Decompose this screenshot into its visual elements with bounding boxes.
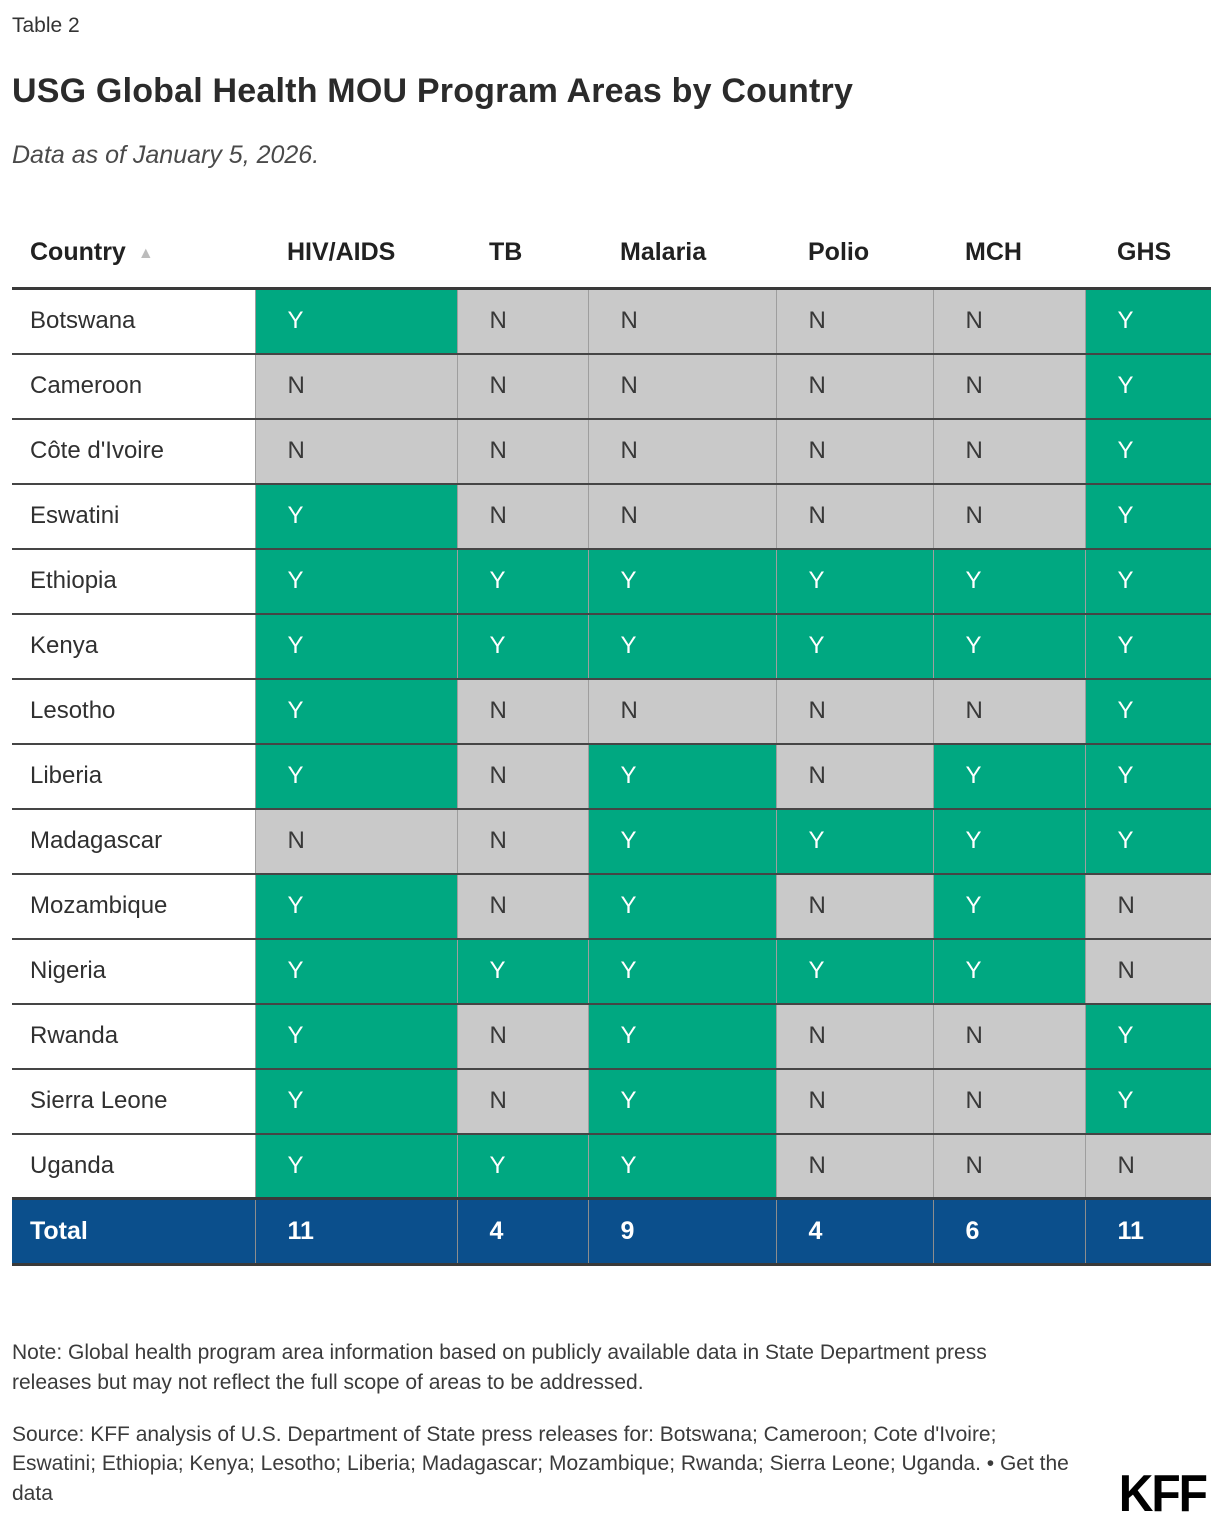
column-header-label: TB <box>489 238 523 266</box>
column-header-label: Polio <box>808 238 870 266</box>
kff-logo: KFF <box>1118 1465 1206 1524</box>
column-header-label: HIV/AIDS <box>287 238 396 266</box>
table-row <box>12 939 1211 1004</box>
table-header-row <box>12 228 1211 289</box>
country-cell: Ethiopia <box>12 549 255 614</box>
country-cell: Mozambique <box>12 874 255 939</box>
yes-cell: Y <box>1085 809 1211 874</box>
yes-cell: Y <box>1085 744 1211 809</box>
total-value-cell: 6 <box>933 1199 1085 1265</box>
table-row <box>12 874 1211 939</box>
no-cell: N <box>776 679 933 744</box>
yes-cell: Y <box>255 484 457 549</box>
total-row <box>12 1199 1211 1265</box>
yes-cell: Y <box>255 1134 457 1199</box>
no-cell: N <box>457 1004 588 1069</box>
table-row <box>12 744 1211 809</box>
no-cell: N <box>457 874 588 939</box>
yes-cell: Y <box>776 939 933 1004</box>
yes-cell: Y <box>933 549 1085 614</box>
footer <box>12 1338 1208 1509</box>
no-cell: N <box>776 744 933 809</box>
no-cell: N <box>933 354 1085 419</box>
yes-cell: Y <box>457 1134 588 1199</box>
mou-program-areas-table <box>12 228 1211 1266</box>
no-cell: N <box>776 289 933 354</box>
yes-cell: Y <box>1085 549 1211 614</box>
country-cell: Rwanda <box>12 1004 255 1069</box>
no-cell: N <box>457 354 588 419</box>
no-cell: N <box>457 484 588 549</box>
no-cell: N <box>457 809 588 874</box>
yes-cell: Y <box>588 874 776 939</box>
yes-cell: Y <box>776 809 933 874</box>
yes-cell: Y <box>255 1004 457 1069</box>
yes-cell: Y <box>933 939 1085 1004</box>
country-cell: Nigeria <box>12 939 255 1004</box>
no-cell: N <box>933 1134 1085 1199</box>
no-cell: N <box>255 419 457 484</box>
yes-cell: Y <box>1085 679 1211 744</box>
yes-cell: Y <box>776 614 933 679</box>
yes-cell: Y <box>933 614 1085 679</box>
no-cell: N <box>776 354 933 419</box>
yes-cell: Y <box>255 939 457 1004</box>
no-cell: N <box>588 419 776 484</box>
yes-cell: Y <box>255 744 457 809</box>
yes-cell: Y <box>588 744 776 809</box>
no-cell: N <box>255 809 457 874</box>
table-row <box>12 1134 1211 1199</box>
column-header-hiv-aids[interactable] <box>255 228 457 289</box>
yes-cell: Y <box>1085 289 1211 354</box>
yes-cell: Y <box>933 874 1085 939</box>
yes-cell: Y <box>255 614 457 679</box>
table-number-label: Table 2 <box>12 14 80 37</box>
table-row <box>12 354 1211 419</box>
no-cell: N <box>933 484 1085 549</box>
note-paragraph <box>12 1338 1208 1398</box>
yes-cell: Y <box>1085 614 1211 679</box>
table-row <box>12 419 1211 484</box>
column-header-label: MCH <box>965 238 1022 266</box>
no-cell: N <box>1085 874 1211 939</box>
page-title: USG Global Health MOU Program Areas by Country <box>12 72 854 110</box>
country-cell: Botswana <box>12 289 255 354</box>
no-cell: N <box>933 419 1085 484</box>
country-cell: Madagascar <box>12 809 255 874</box>
no-cell: N <box>776 1134 933 1199</box>
sort-ascending-icon: ▲ <box>137 245 154 262</box>
bullet-separator: • <box>986 1452 995 1476</box>
country-cell: Kenya <box>12 614 255 679</box>
table-row <box>12 484 1211 549</box>
total-label-cell: Total <box>12 1199 255 1265</box>
column-header-label: GHS <box>1117 238 1172 266</box>
no-cell: N <box>588 484 776 549</box>
country-cell: Côte d'Ivoire <box>12 419 255 484</box>
source-text: Source: KFF analysis of U.S. Department of State press releases for: Botswana; Cameroon; Cote d'Ivoire; Eswatini; Ethiopia; Kenya; Lesotho; Liberia; Madagascar; Mozambique; Rwanda; Sierra Leone; Uganda. <box>12 1422 997 1476</box>
yes-cell: Y <box>1085 484 1211 549</box>
total-value-cell: 9 <box>588 1199 776 1265</box>
yes-cell: Y <box>255 874 457 939</box>
total-value-cell: 4 <box>776 1199 933 1265</box>
no-cell: N <box>776 1069 933 1134</box>
yes-cell: Y <box>588 1004 776 1069</box>
no-cell: N <box>933 679 1085 744</box>
yes-cell: Y <box>588 549 776 614</box>
country-cell: Cameroon <box>12 354 255 419</box>
column-header-label: Country <box>30 238 126 266</box>
table-row <box>12 549 1211 614</box>
no-cell: N <box>933 289 1085 354</box>
yes-cell: Y <box>588 809 776 874</box>
data-as-of-subtitle: Data as of January 5, 2026. <box>12 141 320 169</box>
yes-cell: Y <box>1085 354 1211 419</box>
yes-cell: Y <box>255 679 457 744</box>
no-cell: N <box>457 1069 588 1134</box>
yes-cell: Y <box>933 809 1085 874</box>
column-header-ghs[interactable] <box>1085 228 1211 289</box>
no-cell: N <box>588 679 776 744</box>
yes-cell: Y <box>588 939 776 1004</box>
column-header-mch[interactable] <box>933 228 1085 289</box>
column-header-label: Malaria <box>620 238 707 266</box>
yes-cell: Y <box>933 744 1085 809</box>
no-cell: N <box>457 744 588 809</box>
yes-cell: Y <box>255 549 457 614</box>
total-value-cell: 11 <box>255 1199 457 1265</box>
yes-cell: Y <box>255 1069 457 1134</box>
no-cell: N <box>457 289 588 354</box>
no-cell: N <box>255 354 457 419</box>
country-cell: Uganda <box>12 1134 255 1199</box>
yes-cell: Y <box>1085 419 1211 484</box>
yes-cell: Y <box>588 614 776 679</box>
country-cell: Eswatini <box>12 484 255 549</box>
table-row <box>12 1069 1211 1134</box>
total-value-cell: 11 <box>1085 1199 1211 1265</box>
yes-cell: Y <box>776 549 933 614</box>
source-paragraph <box>12 1420 1077 1509</box>
table-row <box>12 289 1211 354</box>
column-header-malaria[interactable] <box>588 228 776 289</box>
column-header-polio[interactable] <box>776 228 933 289</box>
yes-cell: Y <box>588 1134 776 1199</box>
column-header-tb[interactable] <box>457 228 588 289</box>
no-cell: N <box>457 419 588 484</box>
total-value-cell: 4 <box>457 1199 588 1265</box>
no-cell: N <box>1085 939 1211 1004</box>
no-cell: N <box>588 354 776 419</box>
no-cell: N <box>776 419 933 484</box>
yes-cell: Y <box>1085 1004 1211 1069</box>
no-cell: N <box>933 1004 1085 1069</box>
get-the-data-link[interactable]: Get the data <box>12 1452 1069 1506</box>
yes-cell: Y <box>457 614 588 679</box>
country-cell: Liberia <box>12 744 255 809</box>
no-cell: N <box>776 1004 933 1069</box>
yes-cell: Y <box>588 1069 776 1134</box>
table-row <box>12 679 1211 744</box>
no-cell: N <box>776 484 933 549</box>
no-cell: N <box>588 289 776 354</box>
table-row <box>12 614 1211 679</box>
no-cell: N <box>933 1069 1085 1134</box>
yes-cell: Y <box>255 289 457 354</box>
no-cell: N <box>1085 1134 1211 1199</box>
table-row <box>12 809 1211 874</box>
table-row <box>12 1004 1211 1069</box>
no-cell: N <box>776 874 933 939</box>
yes-cell: Y <box>1085 1069 1211 1134</box>
yes-cell: Y <box>457 549 588 614</box>
yes-cell: Y <box>457 939 588 1004</box>
country-cell: Sierra Leone <box>12 1069 255 1134</box>
column-header-country[interactable] <box>12 228 255 289</box>
no-cell: N <box>457 679 588 744</box>
note-text: Note: Global health program area information based on publicly available data in State Department press releases but may not reflect the full scope of areas to be addressed. <box>12 1341 987 1394</box>
country-cell: Lesotho <box>12 679 255 744</box>
